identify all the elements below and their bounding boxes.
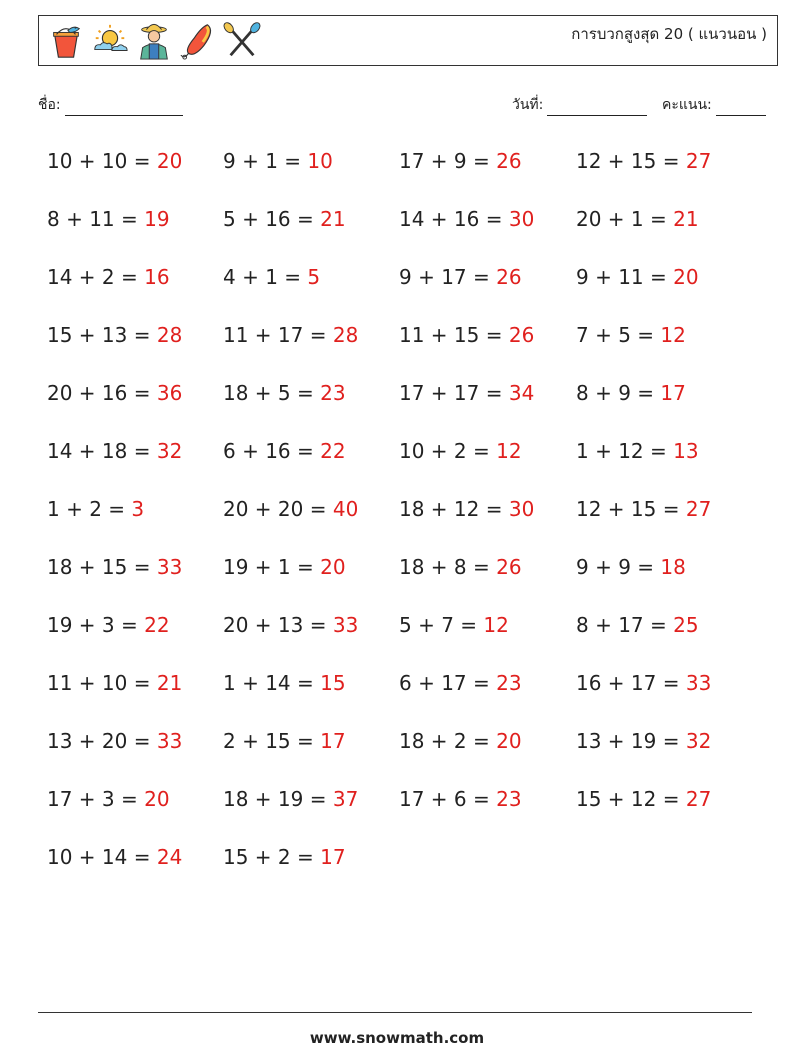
problem-answer: 27	[685, 149, 712, 173]
problem-cell	[223, 494, 358, 524]
problem-row	[47, 726, 767, 784]
problem-answer: 19	[144, 207, 170, 231]
problem-grid	[47, 146, 767, 900]
problem-row	[47, 320, 767, 378]
problem-equation: 8 + 11 =	[47, 207, 145, 231]
problem-cell	[399, 610, 509, 640]
problem-cell	[47, 668, 182, 698]
problem-row	[47, 842, 767, 900]
problem-answer: 33	[156, 729, 183, 753]
problem-answer: 21	[320, 207, 346, 231]
problem-equation: 15 + 13 =	[47, 323, 157, 347]
problem-cell	[47, 320, 182, 350]
problem-answer: 5	[307, 265, 321, 289]
problem-cell	[223, 204, 346, 234]
problem-answer: 26	[508, 323, 535, 347]
crossed-oars-icon	[223, 21, 261, 61]
problem-answer: 33	[332, 613, 359, 637]
problem-equation: 19 + 1 =	[223, 555, 321, 579]
problem-cell	[47, 842, 182, 872]
problem-cell	[399, 204, 534, 234]
problem-answer: 20	[320, 555, 346, 579]
problem-cell	[576, 262, 699, 292]
problem-cell	[399, 436, 522, 466]
problem-answer: 23	[320, 381, 346, 405]
problem-answer: 40	[332, 497, 359, 521]
problem-cell	[576, 784, 711, 814]
date-field	[512, 94, 647, 116]
problem-answer: 26	[496, 265, 522, 289]
problem-answer: 22	[144, 613, 170, 637]
problem-answer: 32	[156, 439, 183, 463]
problem-equation: 15 + 2 =	[223, 845, 321, 869]
problem-cell	[223, 668, 346, 698]
problem-answer: 27	[685, 497, 712, 521]
problem-equation: 13 + 19 =	[576, 729, 686, 753]
problem-answer: 28	[156, 323, 183, 347]
problem-equation: 9 + 17 =	[399, 265, 497, 289]
problem-equation: 17 + 3 =	[47, 787, 145, 811]
problem-cell	[576, 204, 699, 234]
problem-answer: 20	[496, 729, 522, 753]
problem-cell	[576, 436, 699, 466]
problem-answer: 24	[156, 845, 183, 869]
fishing-lure-icon	[179, 21, 217, 61]
problem-answer: 26	[496, 149, 522, 173]
problem-cell	[576, 552, 686, 582]
sun-cloud-icon	[91, 21, 129, 61]
problem-answer: 12	[483, 613, 509, 637]
problem-cell	[47, 726, 182, 756]
problem-equation: 9 + 1 =	[223, 149, 308, 173]
problem-row	[47, 204, 767, 262]
problem-equation: 11 + 17 =	[223, 323, 333, 347]
problem-answer: 37	[332, 787, 359, 811]
problem-equation: 9 + 9 =	[576, 555, 661, 579]
problem-equation: 17 + 17 =	[399, 381, 509, 405]
problem-equation: 18 + 19 =	[223, 787, 333, 811]
problem-answer: 36	[156, 381, 183, 405]
problem-answer: 28	[332, 323, 359, 347]
problem-answer: 12	[496, 439, 522, 463]
problem-equation: 10 + 14 =	[47, 845, 157, 869]
problem-equation: 18 + 12 =	[399, 497, 509, 521]
problem-cell	[223, 320, 358, 350]
problem-row	[47, 146, 767, 204]
problem-equation: 12 + 15 =	[576, 149, 686, 173]
problem-cell	[576, 378, 686, 408]
problem-equation: 9 + 11 =	[576, 265, 674, 289]
problem-answer: 12	[660, 323, 686, 347]
problem-cell	[576, 668, 711, 698]
problem-cell	[399, 726, 522, 756]
footer-divider	[38, 1012, 752, 1013]
problem-cell	[223, 378, 346, 408]
problem-row	[47, 552, 767, 610]
problem-answer: 17	[320, 845, 346, 869]
problem-answer: 13	[673, 439, 699, 463]
name-label: ชื่อ:	[38, 97, 61, 113]
score-field	[662, 94, 766, 116]
problem-answer: 17	[660, 381, 686, 405]
problem-equation: 13 + 20 =	[47, 729, 157, 753]
header-icons	[47, 20, 261, 62]
problem-equation: 14 + 16 =	[399, 207, 509, 231]
problem-cell	[576, 610, 699, 640]
problem-equation: 10 + 10 =	[47, 149, 157, 173]
problem-cell	[399, 320, 534, 350]
problem-cell	[576, 320, 686, 350]
problem-cell	[399, 146, 522, 176]
problem-cell	[47, 494, 144, 524]
fisherman-icon	[135, 21, 173, 61]
problem-cell	[399, 784, 522, 814]
problem-answer: 26	[496, 555, 522, 579]
problem-answer: 34	[508, 381, 535, 405]
problem-answer: 32	[685, 729, 712, 753]
problem-answer: 27	[685, 787, 712, 811]
problem-cell	[223, 262, 320, 292]
problem-equation: 2 + 15 =	[223, 729, 321, 753]
problem-cell	[399, 552, 522, 582]
problem-answer: 22	[320, 439, 346, 463]
problem-equation: 17 + 9 =	[399, 149, 497, 173]
problem-equation: 6 + 16 =	[223, 439, 321, 463]
problem-cell	[47, 610, 170, 640]
score-label: คะแนน:	[662, 97, 712, 113]
problem-answer: 20	[156, 149, 183, 173]
problem-cell	[47, 378, 182, 408]
problem-equation: 4 + 1 =	[223, 265, 308, 289]
problem-answer: 30	[508, 497, 535, 521]
problem-equation: 20 + 20 =	[223, 497, 333, 521]
problem-equation: 8 + 9 =	[576, 381, 661, 405]
problem-cell	[47, 436, 182, 466]
problem-row	[47, 378, 767, 436]
problem-equation: 15 + 12 =	[576, 787, 686, 811]
problem-equation: 12 + 15 =	[576, 497, 686, 521]
problem-answer: 21	[673, 207, 699, 231]
problem-cell	[223, 784, 358, 814]
problem-answer: 21	[156, 671, 183, 695]
problem-cell	[223, 552, 346, 582]
problem-equation: 6 + 17 =	[399, 671, 497, 695]
score-blank	[716, 101, 766, 116]
problem-answer: 33	[156, 555, 183, 579]
problem-answer: 23	[496, 787, 522, 811]
problem-cell	[576, 726, 711, 756]
problem-cell	[223, 842, 346, 872]
name-blank	[65, 101, 183, 116]
bucket-icon	[47, 21, 85, 61]
problem-equation: 5 + 16 =	[223, 207, 321, 231]
problem-cell	[47, 204, 170, 234]
problem-equation: 1 + 2 =	[47, 497, 132, 521]
problem-row	[47, 436, 767, 494]
problem-answer: 15	[320, 671, 346, 695]
problem-equation: 18 + 2 =	[399, 729, 497, 753]
problem-answer: 20	[144, 787, 170, 811]
problem-equation: 8 + 17 =	[576, 613, 674, 637]
problem-equation: 11 + 10 =	[47, 671, 157, 695]
problem-answer: 25	[673, 613, 699, 637]
problem-row	[47, 262, 767, 320]
problem-cell	[223, 610, 358, 640]
problem-row	[47, 784, 767, 842]
problem-equation: 18 + 8 =	[399, 555, 497, 579]
problem-cell	[47, 784, 170, 814]
problem-equation: 20 + 13 =	[223, 613, 333, 637]
worksheet-header	[38, 15, 778, 66]
problem-answer: 23	[496, 671, 522, 695]
problem-answer: 18	[660, 555, 686, 579]
problem-equation: 20 + 1 =	[576, 207, 674, 231]
name-field	[38, 94, 183, 116]
problem-cell	[223, 146, 333, 176]
footer-site: www.snowmath.com	[309, 1029, 485, 1047]
problem-cell	[576, 494, 711, 524]
problem-cell	[399, 262, 522, 292]
problem-equation: 16 + 17 =	[576, 671, 686, 695]
problem-equation: 7 + 5 =	[576, 323, 661, 347]
problem-cell	[576, 146, 711, 176]
problem-answer: 17	[320, 729, 346, 753]
problem-equation: 19 + 3 =	[47, 613, 145, 637]
problem-cell	[223, 726, 346, 756]
date-label: วันที่:	[512, 97, 544, 113]
problem-equation: 17 + 6 =	[399, 787, 497, 811]
problem-cell	[47, 552, 182, 582]
problem-equation: 14 + 18 =	[47, 439, 157, 463]
problem-equation: 1 + 14 =	[223, 671, 321, 695]
problem-cell	[223, 436, 346, 466]
problem-row	[47, 610, 767, 668]
problem-equation: 5 + 7 =	[399, 613, 484, 637]
problem-answer: 30	[508, 207, 535, 231]
problem-equation: 18 + 5 =	[223, 381, 321, 405]
problem-row	[47, 668, 767, 726]
problem-cell	[47, 146, 182, 176]
problem-answer: 3	[131, 497, 145, 521]
problem-cell	[47, 262, 170, 292]
problem-cell	[399, 494, 534, 524]
problem-row	[47, 494, 767, 552]
problem-answer: 33	[685, 671, 712, 695]
problem-equation: 10 + 2 =	[399, 439, 497, 463]
problem-answer: 16	[144, 265, 170, 289]
problem-answer: 10	[307, 149, 333, 173]
problem-equation: 11 + 15 =	[399, 323, 509, 347]
problem-cell	[399, 668, 522, 698]
problem-answer: 20	[673, 265, 699, 289]
problem-equation: 1 + 12 =	[576, 439, 674, 463]
problem-equation: 14 + 2 =	[47, 265, 145, 289]
problem-equation: 20 + 16 =	[47, 381, 157, 405]
date-blank	[547, 101, 647, 116]
problem-equation: 18 + 15 =	[47, 555, 157, 579]
problem-cell	[399, 378, 534, 408]
worksheet-title: การบวกสูงสุด 20 ( แนวนอน )	[571, 25, 767, 43]
